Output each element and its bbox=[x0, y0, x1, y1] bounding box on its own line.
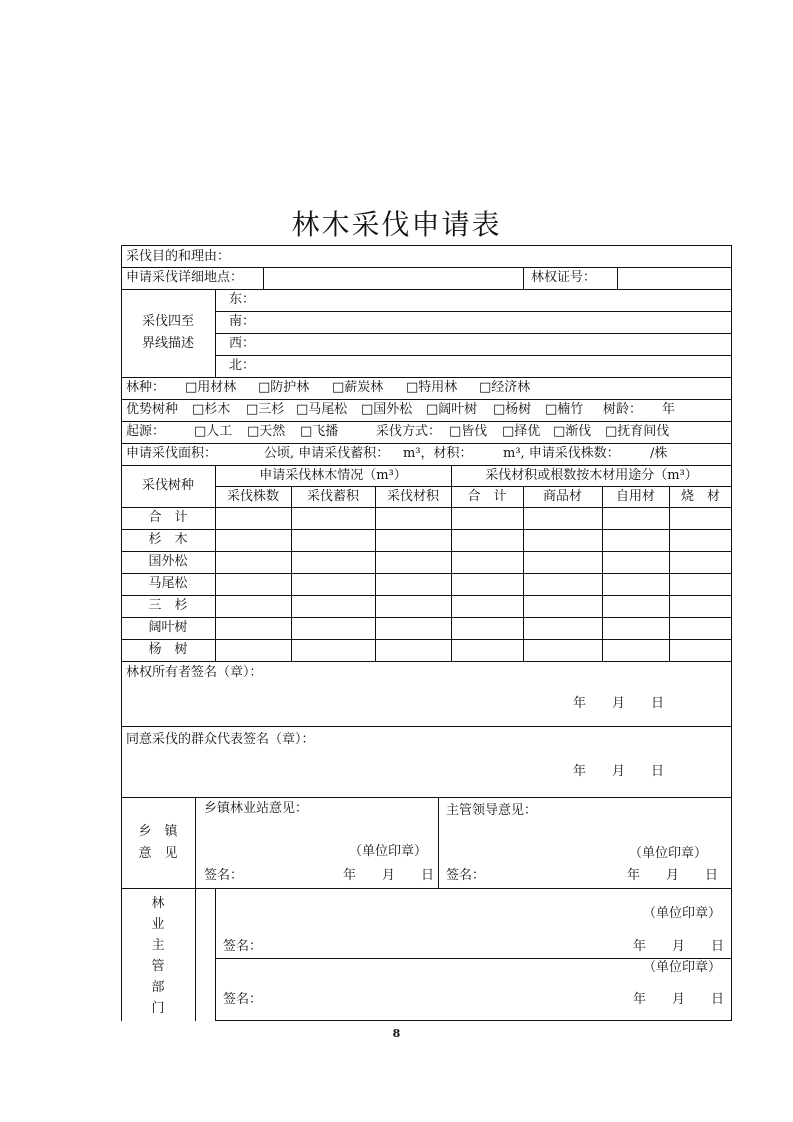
boundary-label-1: 采伐四至 bbox=[141, 314, 194, 329]
species-option[interactable]: □楠竹 bbox=[545, 402, 584, 417]
station-date[interactable]: 年 月 日 bbox=[343, 868, 435, 883]
age-unit: 年 bbox=[662, 402, 676, 417]
station-sign[interactable]: 签名： bbox=[204, 868, 244, 883]
public-sign-date[interactable]: 年 月 日 bbox=[573, 764, 665, 779]
owner-sign-date[interactable]: 年 月 日 bbox=[573, 696, 665, 711]
forestry-dept-label: 林 业 主 管 部 门 bbox=[151, 896, 165, 1016]
forest-type-label: 林种： bbox=[126, 380, 166, 395]
leader-seal: （单位印章） bbox=[629, 846, 708, 861]
dept-date-1[interactable]: 年 月 日 bbox=[633, 939, 725, 954]
column-header: 商品材 bbox=[542, 489, 582, 504]
forest-type-option[interactable]: □特用林 bbox=[406, 380, 458, 395]
dept-date-2[interactable]: 年 月 日 bbox=[633, 992, 725, 1007]
forest-type-option[interactable]: □防护林 bbox=[258, 380, 310, 395]
column-header: 烧 材 bbox=[680, 489, 720, 504]
method-option[interactable]: □择优 bbox=[502, 424, 541, 439]
cert-label: 林权证号： bbox=[531, 270, 597, 285]
group2-header: 采伐材积或根数按木材用途分（m³） bbox=[485, 468, 698, 483]
station-label: 乡镇林业站意见： bbox=[204, 801, 309, 816]
leader-label: 主管领导意见： bbox=[446, 803, 538, 818]
column-header: 采伐材积 bbox=[386, 489, 439, 504]
table-row-label: 三 杉 bbox=[148, 598, 188, 613]
method-option[interactable]: □抚育间伐 bbox=[605, 424, 670, 439]
township-label-2: 意 见 bbox=[138, 846, 178, 861]
origin-option[interactable]: □飞播 bbox=[300, 424, 339, 439]
forest-type-option[interactable]: □经济林 bbox=[479, 380, 531, 395]
leader-date[interactable]: 年 月 日 bbox=[627, 868, 719, 883]
application-form bbox=[121, 245, 732, 1021]
method-label: 采伐方式： bbox=[376, 424, 442, 439]
cert-field[interactable] bbox=[618, 268, 731, 288]
owner-sign-label: 林权所有者签名（章）： bbox=[126, 665, 263, 680]
forest-type-option[interactable]: □薪炭林 bbox=[332, 380, 384, 395]
species-option[interactable]: □马尾松 bbox=[296, 402, 348, 417]
area-part1: 公顷, 申请采伐蓄积： bbox=[264, 446, 390, 461]
location-label: 申请采伐详细地点： bbox=[126, 270, 244, 285]
table-row-label: 杉 木 bbox=[148, 532, 188, 547]
column-header: 自用材 bbox=[615, 489, 655, 504]
species-label: 优势树种 bbox=[126, 402, 179, 417]
species-option[interactable]: □杨树 bbox=[493, 402, 532, 417]
group1-header: 申请采伐林木情况（m³） bbox=[259, 468, 407, 483]
area-part4: /株 bbox=[650, 446, 668, 461]
method-option[interactable]: □渐伐 bbox=[553, 424, 592, 439]
boundary-east[interactable]: 东： bbox=[229, 292, 256, 307]
table-row-label: 阔叶树 bbox=[148, 620, 188, 635]
species-option[interactable]: □三杉 bbox=[246, 402, 285, 417]
species-option[interactable]: □杉木 bbox=[192, 402, 231, 417]
column-header: 采伐株数 bbox=[226, 489, 279, 504]
forest-type-option[interactable]: □用材林 bbox=[185, 380, 237, 395]
station-seal: （单位印章） bbox=[349, 844, 428, 859]
location-field[interactable] bbox=[264, 268, 522, 288]
table-row-label: 合 计 bbox=[148, 510, 188, 525]
dept-seal-1: （单位印章） bbox=[643, 906, 722, 921]
area-part2: m³，材积： bbox=[403, 446, 473, 461]
page-title: 林木采伐申请表 bbox=[291, 208, 502, 241]
species-header: 采伐树种 bbox=[141, 478, 194, 493]
dept-sign-1[interactable]: 签名： bbox=[223, 939, 263, 954]
township-label-1: 乡 镇 bbox=[138, 824, 178, 839]
species-option[interactable]: □阔叶树 bbox=[426, 402, 478, 417]
origin-option[interactable]: □人工 bbox=[194, 424, 233, 439]
area-part3: m³, 申请采伐株数： bbox=[503, 446, 620, 461]
dept-sign-2[interactable]: 签名： bbox=[223, 992, 263, 1007]
table-row-label: 国外松 bbox=[148, 554, 188, 569]
boundary-west[interactable]: 西： bbox=[229, 336, 256, 351]
public-sign-label: 同意采伐的群众代表签名（章）： bbox=[126, 732, 315, 747]
species-option[interactable]: □国外松 bbox=[361, 402, 413, 417]
page-number: 8 bbox=[392, 1027, 401, 1040]
leader-sign[interactable]: 签名： bbox=[446, 868, 486, 883]
table-row-label: 杨 树 bbox=[148, 642, 188, 657]
age-label: 树龄： bbox=[603, 402, 643, 417]
column-header: 合 计 bbox=[467, 489, 507, 504]
boundary-label-2: 界线描述 bbox=[141, 336, 194, 351]
area-label: 申请采伐面积： bbox=[126, 446, 218, 461]
purpose-label: 采伐目的和理由： bbox=[126, 249, 231, 264]
boundary-north[interactable]: 北： bbox=[229, 358, 256, 373]
table-row-label: 马尾松 bbox=[148, 576, 188, 591]
column-header: 采伐蓄积 bbox=[306, 489, 359, 504]
boundary-south[interactable]: 南： bbox=[229, 314, 256, 329]
origin-option[interactable]: □天然 bbox=[247, 424, 286, 439]
dept-seal-2: （单位印章） bbox=[643, 960, 722, 975]
origin-label: 起源： bbox=[126, 424, 166, 439]
method-option[interactable]: □皆伐 bbox=[449, 424, 488, 439]
